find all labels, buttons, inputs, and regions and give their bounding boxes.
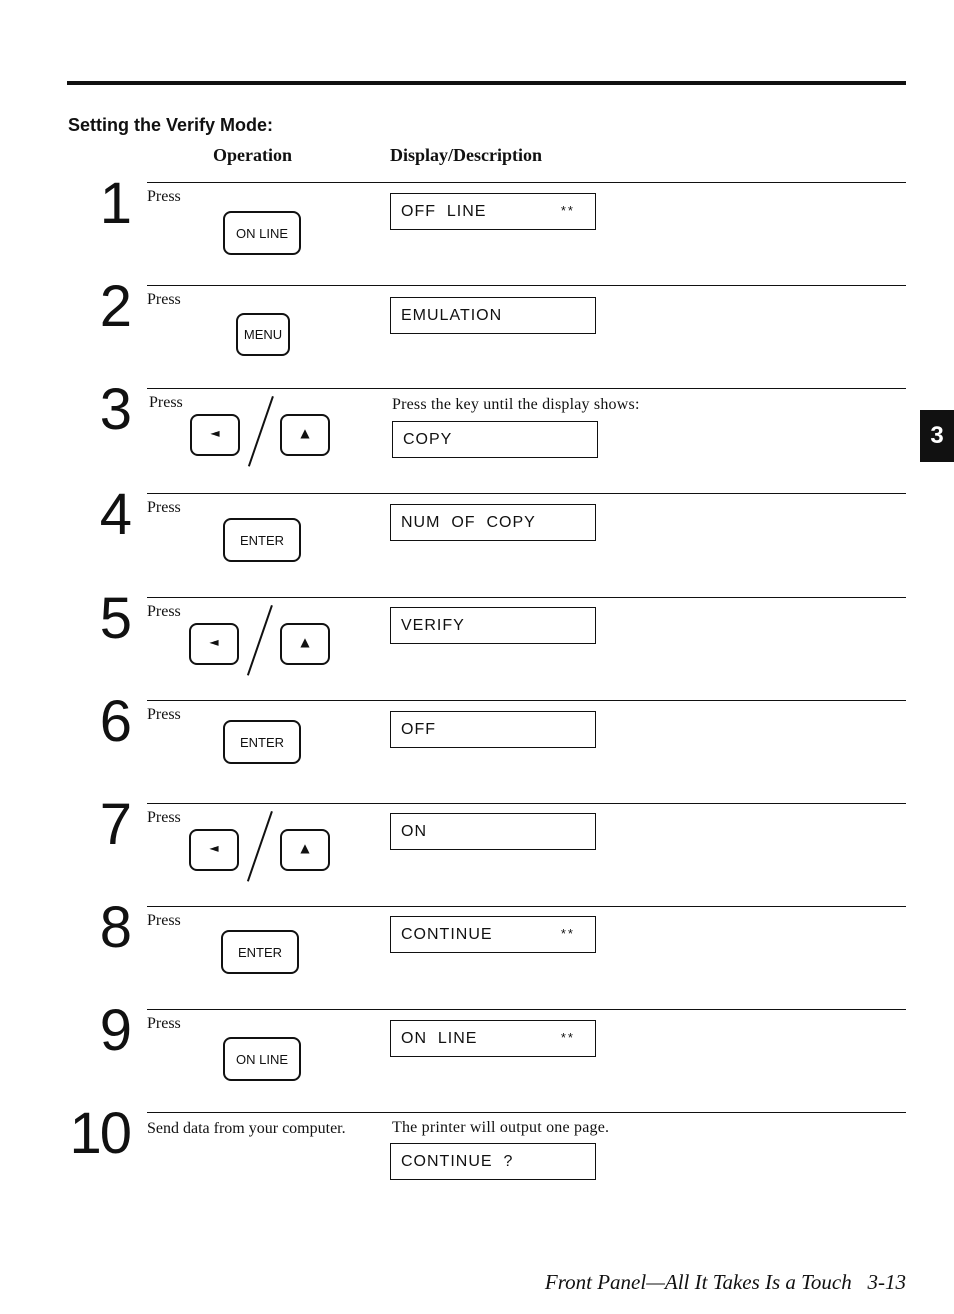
step-5 xyxy=(0,586,954,700)
or-slash xyxy=(247,605,273,676)
lcd-display xyxy=(390,711,596,748)
step-number: 3 xyxy=(99,377,130,442)
step-action: Press xyxy=(147,188,181,205)
up-arrow-icon: ▲ xyxy=(300,426,310,440)
lcd-display xyxy=(390,607,596,644)
step-4 xyxy=(0,482,954,596)
up-arrow-icon: ▲ xyxy=(300,635,310,649)
step-action: Press xyxy=(147,603,181,620)
up-arrow-key xyxy=(280,829,330,871)
step-1 xyxy=(0,171,954,285)
lcd-text: CONTINUE xyxy=(401,925,493,943)
enter-key: ENTER xyxy=(223,720,301,764)
footer-title: Front Panel—All It Takes Is a Touch xyxy=(544,1270,852,1294)
step-divider xyxy=(147,182,906,183)
step-description: The printer will output one page. xyxy=(392,1119,610,1136)
lcd-text: ON xyxy=(401,822,427,840)
step-number: 9 xyxy=(99,998,130,1063)
lcd-display xyxy=(390,1020,596,1057)
enter-key: ENTER xyxy=(223,518,301,562)
lcd-text: COPY xyxy=(403,430,453,448)
step-divider xyxy=(147,1112,906,1113)
step-9 xyxy=(0,998,954,1112)
left-arrow-key xyxy=(189,829,239,871)
step-number: 10 xyxy=(69,1101,130,1166)
lcd-text: ON LINE xyxy=(401,1029,478,1047)
lcd-text: OFF LINE xyxy=(401,202,487,220)
up-arrow-key xyxy=(280,623,330,665)
step-divider xyxy=(147,906,906,907)
lcd-display xyxy=(392,421,598,458)
step-divider xyxy=(147,388,906,389)
step-action: Send data from your computer. xyxy=(147,1120,346,1137)
step-6 xyxy=(0,689,954,803)
step-8 xyxy=(0,895,954,1009)
online-key: ON LINE xyxy=(223,1037,301,1081)
step-divider xyxy=(147,285,906,286)
lcd-text: OFF xyxy=(401,720,436,738)
step-divider xyxy=(147,700,906,701)
step-number: 7 xyxy=(99,792,130,857)
step-action: Press xyxy=(149,394,183,411)
left-arrow-icon: ◄ xyxy=(210,426,220,440)
online-key: ON LINE xyxy=(223,211,301,255)
lcd-display xyxy=(390,1143,596,1180)
left-arrow-key xyxy=(189,623,239,665)
lcd-flag: ** xyxy=(560,926,575,941)
lcd-display xyxy=(390,193,596,230)
step-number: 2 xyxy=(99,274,130,339)
step-number: 4 xyxy=(99,482,130,547)
lcd-text: VERIFY xyxy=(401,616,465,634)
page-number: 3-13 xyxy=(867,1270,906,1294)
step-action: Press xyxy=(147,291,181,308)
step-number: 5 xyxy=(99,586,130,651)
step-7 xyxy=(0,792,954,906)
lcd-text: EMULATION xyxy=(401,306,503,324)
step-number: 6 xyxy=(99,689,130,754)
step-divider xyxy=(147,493,906,494)
step-description: Press the key until the display shows: xyxy=(392,396,640,413)
step-action: Press xyxy=(147,1015,181,1032)
lcd-flag: ** xyxy=(560,203,575,218)
enter-key: ENTER xyxy=(221,930,299,974)
menu-key: MENU xyxy=(236,313,290,356)
section-title: Setting the Verify Mode: xyxy=(68,115,274,135)
step-10 xyxy=(0,1101,954,1215)
lcd-display xyxy=(390,297,596,334)
up-arrow-key xyxy=(280,414,330,456)
step-action: Press xyxy=(147,809,181,826)
left-arrow-icon: ◄ xyxy=(209,841,219,855)
lcd-display xyxy=(390,504,596,541)
step-action: Press xyxy=(147,706,181,723)
or-slash xyxy=(248,396,274,467)
left-arrow-icon: ◄ xyxy=(209,635,219,649)
step-action: Press xyxy=(147,499,181,516)
lcd-display xyxy=(390,916,596,953)
lcd-flag: ** xyxy=(560,1030,575,1045)
step-2 xyxy=(0,274,954,388)
operation-column-heading: Operation xyxy=(213,145,292,165)
step-divider xyxy=(147,803,906,804)
lcd-text: CONTINUE ? xyxy=(401,1152,514,1170)
lcd-display xyxy=(390,813,596,850)
display-column-heading: Display/Description xyxy=(390,145,543,165)
page-footer xyxy=(545,1270,906,1295)
lcd-text: NUM OF COPY xyxy=(401,513,536,531)
step-number: 8 xyxy=(99,895,130,960)
left-arrow-key xyxy=(190,414,240,456)
step-number: 1 xyxy=(99,171,130,236)
or-slash xyxy=(247,811,273,882)
step-divider xyxy=(147,1009,906,1010)
step-action: Press xyxy=(147,912,181,929)
step-3 xyxy=(0,377,954,491)
top-rule xyxy=(67,81,906,85)
chapter-tab: 3 xyxy=(920,410,954,462)
step-divider xyxy=(147,597,906,598)
up-arrow-icon: ▲ xyxy=(300,841,310,855)
